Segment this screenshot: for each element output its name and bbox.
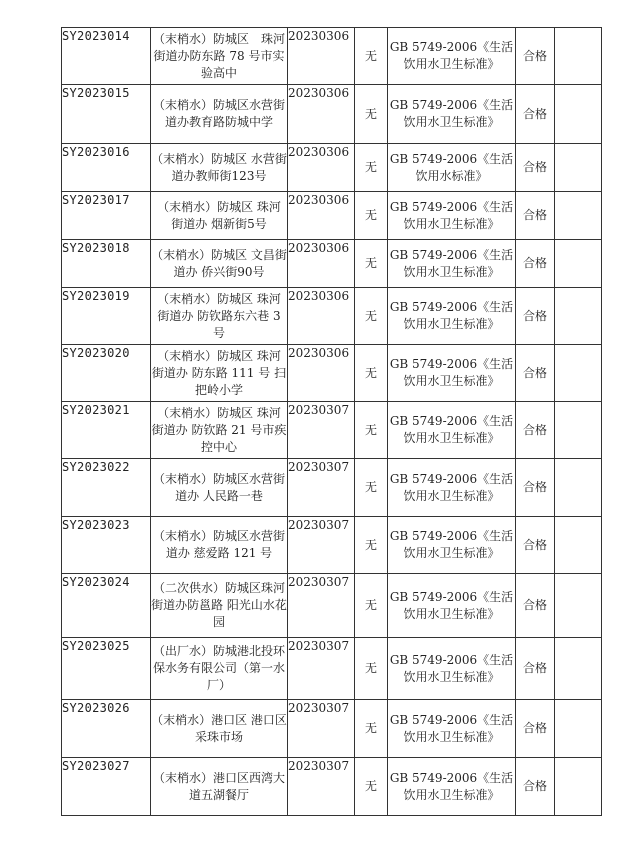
sampling-date-cell: 20230307: [288, 459, 355, 517]
sampling-location-cell: （末梢水）防城区水营街道办教育路防城中学: [151, 85, 288, 144]
standard-cell: GB 5749-2006《生活饮用水卫生标准》: [388, 574, 516, 638]
table-row: [62, 638, 602, 700]
empty-cell: [555, 638, 602, 700]
sample-id-cell: SY2023019: [62, 288, 151, 345]
sampling-date-cell: 20230306: [288, 85, 355, 144]
result-cell: 合格: [516, 144, 555, 192]
sampling-location-cell: （末梢水）防城区水营街道办 慈爱路 121 号: [151, 517, 288, 574]
table-row: [62, 240, 602, 288]
result-cell: 合格: [516, 700, 555, 758]
sampling-location-cell: （末梢水）港口区西湾大道五湖餐厅: [151, 758, 288, 816]
note-cell: 无: [355, 85, 388, 144]
empty-cell: [555, 758, 602, 816]
result-cell: 合格: [516, 28, 555, 85]
note-cell: 无: [355, 459, 388, 517]
sampling-location-cell: （末梢水）防城区 珠河 街道办 防东路 111 号 扫把岭小学: [151, 345, 288, 402]
empty-cell: [555, 144, 602, 192]
table-row: [62, 574, 602, 638]
sample-id-cell: SY2023018: [62, 240, 151, 288]
note-cell: 无: [355, 288, 388, 345]
note-cell: 无: [355, 758, 388, 816]
sample-id-cell: SY2023022: [62, 459, 151, 517]
standard-cell: GB 5749-2006《生活饮用水卫生标准》: [388, 700, 516, 758]
note-cell: 无: [355, 144, 388, 192]
table-row: [62, 85, 602, 144]
note-cell: 无: [355, 700, 388, 758]
standard-cell: GB 5749-2006《生活饮用水卫生标准》: [388, 459, 516, 517]
result-cell: 合格: [516, 345, 555, 402]
sample-id-cell: SY2023026: [62, 700, 151, 758]
empty-cell: [555, 28, 602, 85]
sampling-date-cell: 20230306: [288, 28, 355, 85]
empty-cell: [555, 574, 602, 638]
note-cell: 无: [355, 240, 388, 288]
standard-cell: GB 5749-2006《生活饮用水卫生标准》: [388, 85, 516, 144]
table-row: [62, 758, 602, 816]
empty-cell: [555, 459, 602, 517]
table-row: [62, 345, 602, 402]
sample-id-cell: SY2023021: [62, 402, 151, 459]
standard-cell: GB 5749-2006《生活饮用水卫生标准》: [388, 345, 516, 402]
sampling-date-cell: 20230306: [288, 288, 355, 345]
result-cell: 合格: [516, 288, 555, 345]
standard-cell: GB 5749-2006《生活饮用水标准》: [388, 144, 516, 192]
sample-id-cell: SY2023020: [62, 345, 151, 402]
empty-cell: [555, 345, 602, 402]
sampling-date-cell: 20230307: [288, 574, 355, 638]
note-cell: 无: [355, 638, 388, 700]
table-row: [62, 459, 602, 517]
water-test-results-table: [61, 27, 602, 816]
result-cell: 合格: [516, 638, 555, 700]
standard-cell: GB 5749-2006《生活饮用水卫生标准》: [388, 240, 516, 288]
sampling-location-cell: （末梢水）防城区 水营街道办教师街123号: [151, 144, 288, 192]
table-row: [62, 28, 602, 85]
note-cell: 无: [355, 28, 388, 85]
sampling-location-cell: （末梢水）港口区 港口区采珠市场: [151, 700, 288, 758]
result-cell: 合格: [516, 574, 555, 638]
empty-cell: [555, 700, 602, 758]
sampling-location-cell: （末梢水）防城区 文昌街道办 侨兴街90号: [151, 240, 288, 288]
sampling-location-cell: （末梢水）防城区水营街道办 人民路一巷: [151, 459, 288, 517]
sampling-location-cell: （末梢水）防城区 珠河 街道办 防钦路东六巷 3 号: [151, 288, 288, 345]
empty-cell: [555, 192, 602, 240]
sampling-location-cell: （末梢水）防城区 珠河 街道办 防钦路 21 号市疾控中心: [151, 402, 288, 459]
standard-cell: GB 5749-2006《生活饮用水卫生标准》: [388, 192, 516, 240]
table-row: [62, 192, 602, 240]
note-cell: 无: [355, 402, 388, 459]
sampling-date-cell: 20230307: [288, 638, 355, 700]
empty-cell: [555, 240, 602, 288]
sample-id-cell: SY2023025: [62, 638, 151, 700]
sampling-location-cell: （末梢水）防城区 珠河 街道办 烟新街5号: [151, 192, 288, 240]
table-row: [62, 402, 602, 459]
table-row: [62, 144, 602, 192]
sampling-date-cell: 20230307: [288, 758, 355, 816]
result-cell: 合格: [516, 517, 555, 574]
sampling-date-cell: 20230306: [288, 144, 355, 192]
standard-cell: GB 5749-2006《生活饮用水卫生标准》: [388, 288, 516, 345]
sample-id-cell: SY2023027: [62, 758, 151, 816]
sampling-location-cell: （出厂水）防城港北投环保水务有限公司（第一水厂）: [151, 638, 288, 700]
empty-cell: [555, 288, 602, 345]
result-cell: 合格: [516, 459, 555, 517]
note-cell: 无: [355, 574, 388, 638]
sampling-date-cell: 20230307: [288, 402, 355, 459]
result-cell: 合格: [516, 240, 555, 288]
table-row: [62, 288, 602, 345]
sample-id-cell: SY2023014: [62, 28, 151, 85]
standard-cell: GB 5749-2006《生活饮用水卫生标准》: [388, 758, 516, 816]
empty-cell: [555, 402, 602, 459]
empty-cell: [555, 517, 602, 574]
standard-cell: GB 5749-2006《生活饮用水卫生标准》: [388, 638, 516, 700]
result-cell: 合格: [516, 402, 555, 459]
table-row: [62, 700, 602, 758]
sampling-date-cell: 20230306: [288, 192, 355, 240]
standard-cell: GB 5749-2006《生活饮用水卫生标准》: [388, 517, 516, 574]
sampling-date-cell: 20230307: [288, 700, 355, 758]
result-cell: 合格: [516, 758, 555, 816]
table-row: [62, 517, 602, 574]
result-cell: 合格: [516, 192, 555, 240]
empty-cell: [555, 85, 602, 144]
sample-id-cell: SY2023023: [62, 517, 151, 574]
note-cell: 无: [355, 192, 388, 240]
sampling-location-cell: （二次供水）防城区珠河街道办防邕路 阳光山水花园: [151, 574, 288, 638]
sample-id-cell: SY2023015: [62, 85, 151, 144]
note-cell: 无: [355, 345, 388, 402]
note-cell: 无: [355, 517, 388, 574]
sampling-date-cell: 20230306: [288, 240, 355, 288]
sample-id-cell: SY2023016: [62, 144, 151, 192]
standard-cell: GB 5749-2006《生活饮用水卫生标准》: [388, 402, 516, 459]
standard-cell: GB 5749-2006《生活饮用水卫生标准》: [388, 28, 516, 85]
sampling-date-cell: 20230306: [288, 345, 355, 402]
result-cell: 合格: [516, 85, 555, 144]
sampling-location-cell: （末梢水）防城区 珠河街道办防东路 78 号市实验高中: [151, 28, 288, 85]
sample-id-cell: SY2023024: [62, 574, 151, 638]
sampling-date-cell: 20230307: [288, 517, 355, 574]
sample-id-cell: SY2023017: [62, 192, 151, 240]
